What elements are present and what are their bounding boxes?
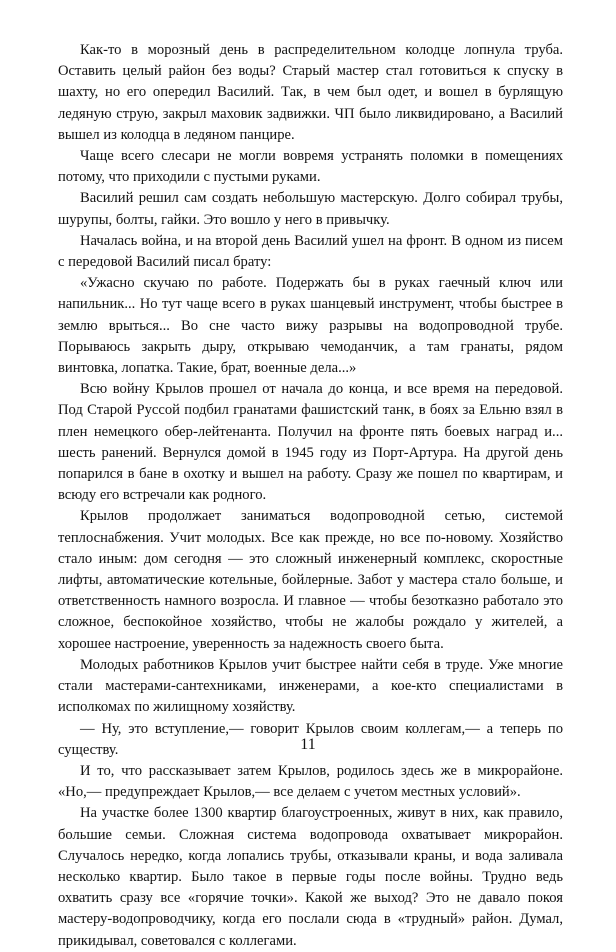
paragraph-11: На участке более 1300 квартир благоустроенных, живут в них, как правило, большие семьи. Сложная система водопровода охватывает микрорайон. Случалось нередко, когда лопались трубы, отказывали краны, и вода заливала несколько квартир. Было такое в первые годы после войны. Трудно ведь охватить сразу все «горячие точки». Какой же выход? Это не давало покоя мастеру-водопроводчику, когда его послали сюда в «трудный» район. Думал, прикидывал, советовался с коллегами. [58,805,563,949]
paragraph-2: Чаще всего слесари не могли вовремя устранять поломки в помещениях потому, что приходили с пустыми руками. [58,148,563,186]
body-text [58,40,563,952]
paragraph-7: Крылов продолжает заниматься водопроводной сетью, системой теплоснабжения. Учит молодых. Все как прежде, но все по-новому. Хозяйство стало иным: дом сегодня — это сложный инженерный комплекс, скоростные лифты, автоматические котельные, бойлерные. Забот у мастера стало больше, и ответственность намного возросла. И главное — чтобы безотказно работало это сложное, беспокойное хозяйство, чтобы не жалобы рождало у жителей, а хорошее настроение, уверенность за надежность своего быта. [58,508,563,652]
paragraph-6: Всю войну Крылов прошел от начала до конца, и все время на передовой. Под Старой Руссой подбил гранатами фашистский танк, в боях за Ельню взял в плен немецкого обер-лейтенанта. Получил на фронте пять боевых наград и... шесть ранений. Вернулся домой в 1945 году из Порт-Артура. На другой день попарился в бане в охотку и вышел на работу. Сразу же пошел по квартирам, и всюду его встречали как родного. [58,381,563,504]
page-number: 11 [300,736,316,753]
paragraph-8: Молодых работников Крылов учит быстрее найти себя в труде. Уже многие стали мастерами-сантехниками, инженерами, а кое-кто специалистами в исполкомах по жилищному хозяйству. [58,656,563,716]
paragraph-10: И то, что рассказывает затем Крылов, родилось здесь же в микрорайоне. «Но,— предупреждает Крылов,— все делаем с учетом местных условий». [58,762,563,801]
paragraph-4: Началась война, и на второй день Василий ушел на фронт. В одном из писем с передовой Василий писал брату: [58,232,563,271]
paragraph-5-letter-quote: «Ужасно скучаю по работе. Подержать бы в руках гаечный ключ или напильник... Но тут чаще всего в руках шанцевый инструмент, чтобы быстрее в землю врыться... Во сне часто вижу разрывы на водопроводной трубе. Порываюсь закрыть дыру, открываю чемоданчик, а там гранаты, рядом винтовка, лопатка. Такие, брат, военные дела...» [58,275,563,377]
paragraph-9-dialogue: — Ну, это вступление,— говорит Крылов своим коллегам,— а теперь по существу. [58,720,563,758]
paragraph-3: Василий решил сам создать небольшую мастерскую. Долго собирал трубы, шурупы, болты, гайки. Это вошло у него в привычку. [58,190,563,228]
paragraph-1: Как-то в морозный день в распределительном колодце лопнула труба. Оставить целый район без воды? Старый мастер стал готовиться к спуску в шахту, но его опередил Василий. Так, в чем был одет, и вошел в бурлящую ледяную струю, закрыл маховик задвижки. ЧП было ликвидировано, а Василий вышел из колодца в ледяном панцире. [58,42,563,143]
